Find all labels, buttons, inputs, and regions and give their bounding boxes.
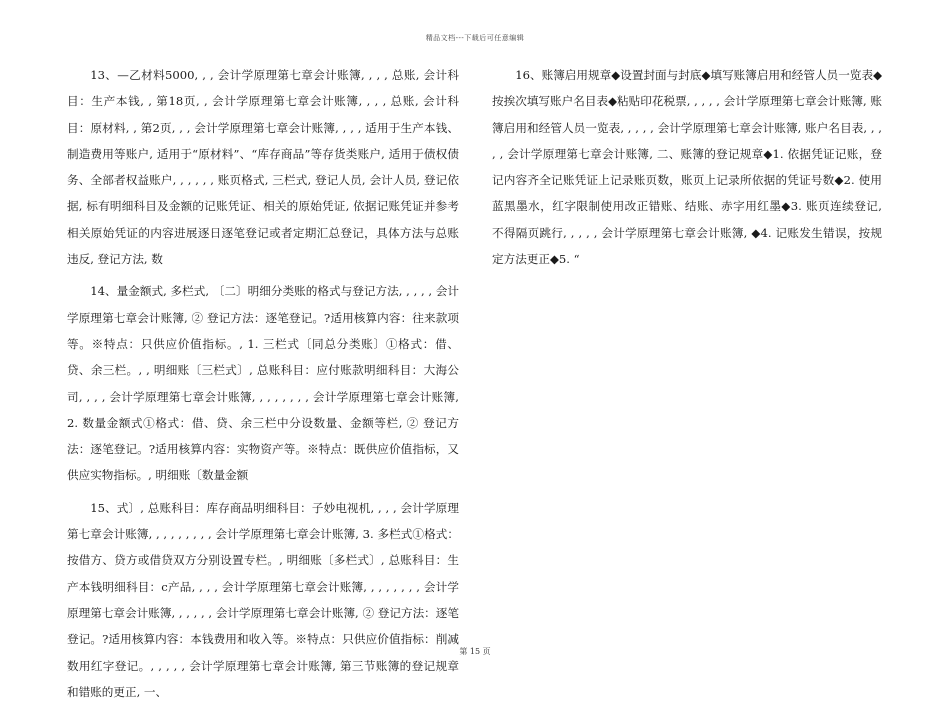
paragraph-15: 15、式〕, 总账科目：库存商品明细科目：子妙电视机, , , , 会计学原理第七章会计账簿, , , , , , , , , 会计学原理第七章会计账簿, 3. 多栏式①格式：按借方、贷方或借贷双方分别设置专栏。, 明细账〔多栏式〕, 总账科目：生产本钱明细科目：c产品, , , , 会计学原理第七章会计账簿, , , , , , , , 会计学原理第七章会计账簿, , , , , , 会计学原理第七章会计账簿, ② 登记方法：逐笔登记。?适用核算内容：本钱费用和收入等。※特点：只供应价值指标：削减数用红字登记。, , , , , 会计学原理第七章会计账簿, 第三节账簿的登记规章和错账的更正, 一、 bbox=[67, 500, 459, 699]
paragraph-16: 16、账簿启用规章◆设置封面与封底◆填写账簿启用和经管人员一览表◆按挨次填写账户名目表◆粘贴印花税票, , , , , 会计学原理第七章会计账簿, 账簿启用和经管人员一览表, , , , , 会计学原理第七章会计账簿, 账户名目表, , , , , 会计学原理第七章会计账簿, 二、账簿的登记规章◆1. 依据凭证记账，登记内容齐全记账凭证上记录账页数，账页上记录所依据的凭证号数◆2. 使用蓝黑墨水，红字限制使用改正错账、结账、赤字用红墨◆3. 账页连续登记, 不得隔页跳行, , , , , 会计学原理第七章会计账簿, ◆4. 记账发生错误，按规定方法更正◆5. “ bbox=[492, 68, 882, 267]
page-header: 精品文档---下载后可任意编辑 bbox=[425, 34, 525, 42]
paragraph-14: 14、量金额式, 多栏式, 〔二〕明细分类账的格式与登记方法, , , , , 会计学原理第七章会计账簿, ② 登记方法：逐笔登记。?适用核算内容：往来款项等。※特点：只供应价值指标。, 1. 三栏式〔同总分类账〕①格式：借、贷、余三栏。, , 明细账〔三栏式〕, 总账科目：应付账款明细科目：大海公司, , , , 会计学原理第七章会计账簿, , , , , , , , 会计学原理第七章会计账簿, 2. 数量金额式①格式：借、贷、余三栏中分设数量、金额等栏, ② 登记方法：逐笔登记。?适用核算内容：实物资产等。※特点：既供应价值指标，又供应实物指标。, 明细账〔数量金额 bbox=[67, 284, 459, 483]
left-text-column bbox=[67, 62, 459, 711]
paragraph-13: 13、—乙材料5000, , , 会计学原理第七章会计账簿, , , , 总账, 会计科目：生产本钱, , 第18页, , 会计学原理第七章会计账簿, , , , 总账, 会计科目：原材料, , 第2页, , , 会计学原理第七章会计账簿, , , , 适用于生产本钱、制造费用等账户, 适用于“原材料”、“库存商品”等存货类账户, 适用于债权债务、全部者权益账户, , , , , , 账页格式, 三栏式, 登记人员, 会计人员, 登记依据, 标有明细科目及金额的记账凭证、相关的原始凭证, 依据记账凭证并参考相关原始凭证的内容进展逐日逐笔登记或者定期汇总登记，具体方法与总账违反, 登记方法, 数 bbox=[67, 68, 459, 267]
page-number: 第 15 页 bbox=[459, 647, 491, 656]
right-text-column bbox=[492, 62, 882, 278]
